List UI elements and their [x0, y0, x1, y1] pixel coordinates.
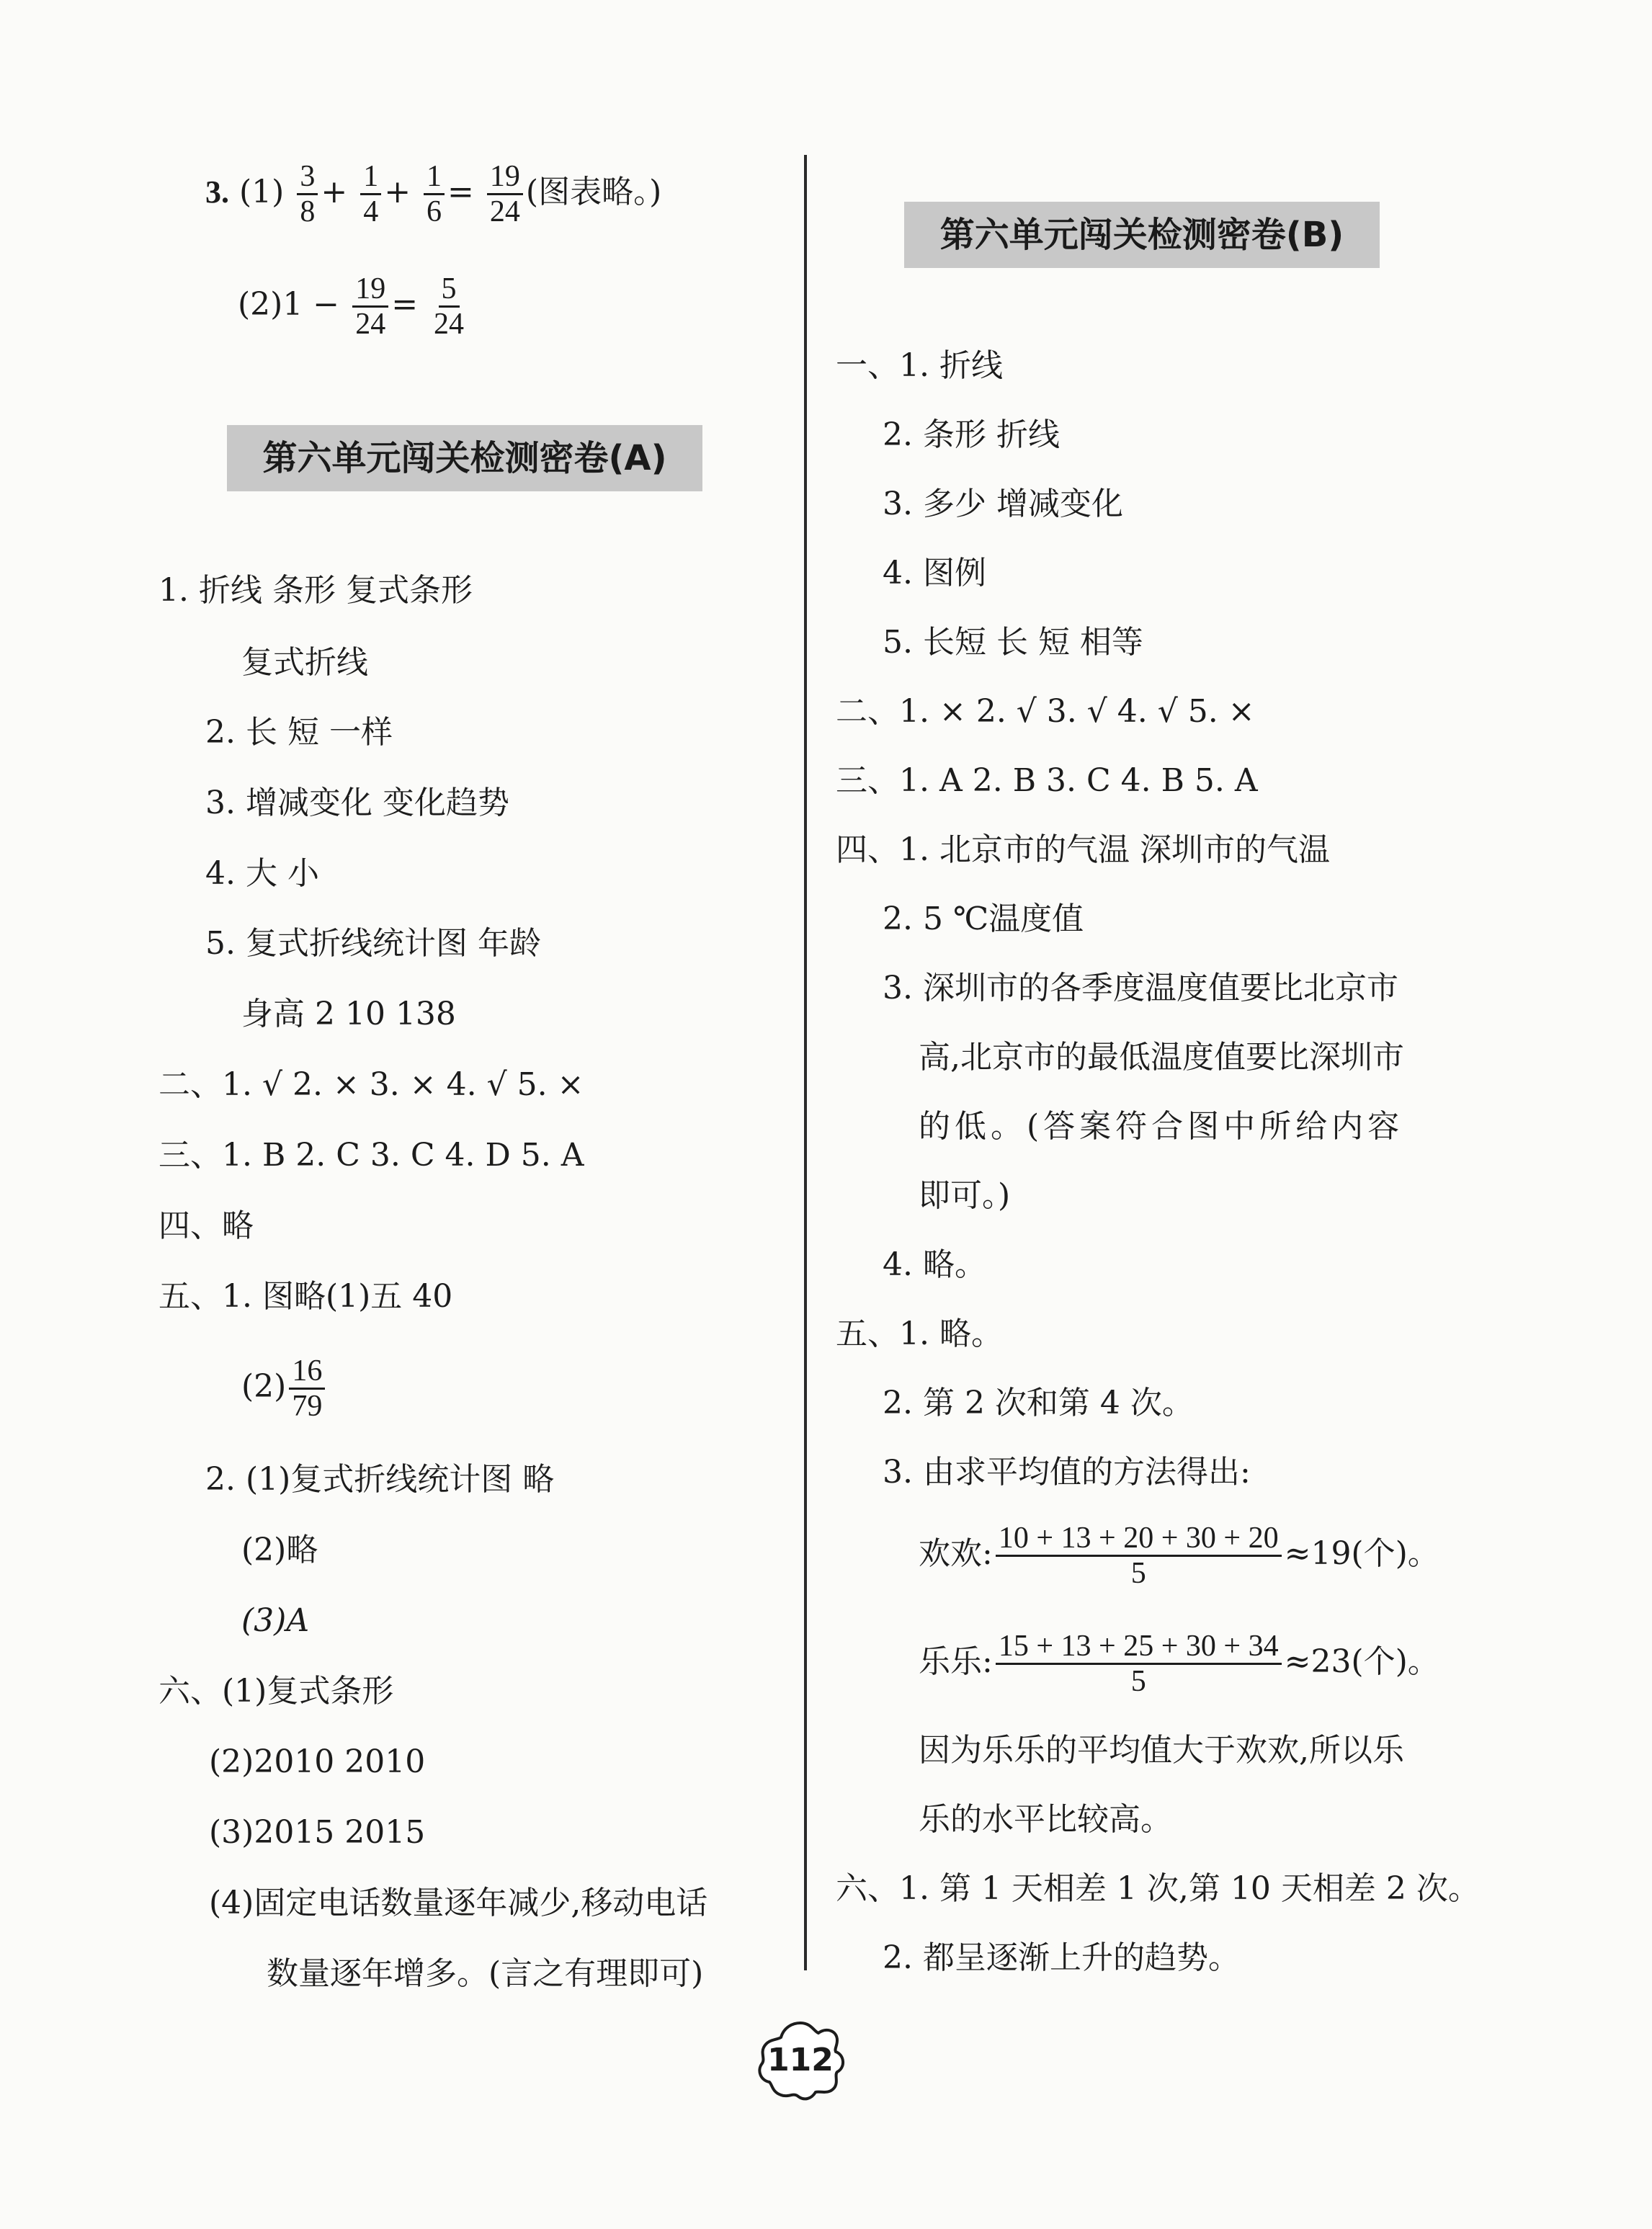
right-answer-4-3-cont1: 高,北京市的最低温度值要比深圳市: [919, 1039, 1404, 1076]
left-answer-3: 三、1. B 2. C 3. C 4. D 5. A: [158, 1137, 584, 1174]
right-answer-6-2: 2. 都呈逐渐上升的趋势。: [883, 1939, 1240, 1976]
fraction: $\frac{10 + 13 + 20 + 30 + 20}{5}$: [996, 1522, 1282, 1590]
left-answer-6-3: (3)2015 2015: [209, 1814, 426, 1851]
right-answer-5-3: 3. 由求平均值的方法得出:: [883, 1454, 1251, 1491]
left-answer-1-1-cont: 复式折线: [241, 644, 368, 681]
fraction: $\frac{1}{4}$: [360, 160, 381, 228]
right-answer-4-1: 四、1. 北京市的气温 深圳市的气温: [836, 831, 1330, 868]
fraction: $\frac{19}{24}$: [487, 160, 523, 228]
fraction: $\frac{5}{24}$: [434, 272, 465, 341]
left-answer-6-4: (4)固定电话数量逐年减少,移动电话: [209, 1885, 708, 1921]
right-answer-4-3-cont2: 的低。(答案符合图中所给内容: [919, 1108, 1404, 1145]
left-answer-6-1: 六、(1)复式条形: [158, 1673, 394, 1710]
right-answer-1-5: 5. 长短 长 短 相等: [883, 624, 1143, 661]
fraction: $\frac{1}{6}$: [424, 160, 445, 228]
left-answer-1-4: 4. 大 小: [205, 855, 319, 892]
right-answer-5-1: 五、1. 略。: [836, 1315, 1003, 1352]
left-answer-1-5-cont: 身高 2 10 138: [241, 996, 456, 1032]
left-answer-5-1: 五、1. 图略(1)五 40: [158, 1278, 453, 1315]
page-number-badge: [754, 2017, 847, 2104]
right-answer-1-4: 4. 图例: [883, 555, 986, 591]
left-answer-2: 二、1. √ 2. × 3. × 4. √ 5. ×: [158, 1066, 584, 1103]
fraction: $\frac{19}{24}$: [352, 272, 388, 341]
left-answer-6-4-cont: 数量逐年增多。(言之有理即可): [267, 1955, 704, 1992]
right-answer-1-3: 3. 多少 增减变化: [883, 486, 1123, 522]
fraction: $\frac{15 + 13 + 25 + 30 + 34}{5}$: [996, 1630, 1282, 1698]
left-answer-4: 四、略: [158, 1207, 254, 1244]
fraction: $\frac{3}{8}$: [297, 160, 318, 228]
right-answer-3: 三、1. A 2. B 3. C 4. B 5. A: [836, 762, 1258, 799]
left-answer-6-2: (2)2010 2010: [209, 1743, 426, 1780]
left-answer-1-2: 2. 长 短 一样: [205, 714, 393, 751]
fraction: $\frac{16}{79}$: [289, 1354, 325, 1423]
right-answer-lele: 乐乐: $\frac{15 + 13 + 25 + 30 + 34}{5}$ ≈23(个)。: [919, 1630, 1439, 1698]
right-answer-4-2: 2. 5 ℃温度值: [883, 901, 1084, 937]
section-title-b: 第六单元闯关检测密卷(B): [904, 202, 1380, 268]
right-answer-4-3-cont3: 即可。): [919, 1177, 1011, 1214]
right-answer-5-3-cont2: 乐的水平比较高。: [919, 1801, 1172, 1838]
left-q3-2: (2)1 − $\frac{19}{24}$ = $\frac{5}{24}$: [238, 272, 470, 341]
left-answer-5-2-2: (2)略: [241, 1532, 318, 1568]
right-answer-5-3-cont1: 因为乐乐的平均值大于欢欢,所以乐: [919, 1732, 1404, 1769]
right-answer-2: 二、1. × 2. √ 3. √ 4. √ 5. ×: [836, 693, 1255, 730]
right-answer-1-2: 2. 条形 折线: [883, 416, 1060, 453]
left-answer-1-3: 3. 增减变化 变化趋势: [205, 785, 509, 821]
left-answer-5-2: 2. (1)复式折线统计图 略: [205, 1461, 555, 1498]
right-answer-4-4: 4. 略。: [883, 1246, 986, 1283]
left-answer-5-2-3: (3)A: [241, 1602, 310, 1639]
column-divider: [804, 155, 807, 1970]
right-answer-huanhuan: 欢欢: $\frac{10 + 13 + 20 + 30 + 20}{5}$ ≈19(个)。: [919, 1522, 1439, 1590]
right-answer-6-1: 六、1. 第 1 天相差 1 次,第 10 天相差 2 次。: [836, 1870, 1480, 1907]
left-answer-5-1-2: (2) $\frac{16}{79}$: [241, 1354, 328, 1423]
left-answer-1-1: 1. 折线 条形 复式条形: [158, 572, 473, 609]
right-answer-4-3: 3. 深圳市的各季度温度值要比北京市: [883, 970, 1398, 1006]
left-answer-1-5: 5. 复式折线统计图 年龄: [205, 925, 541, 962]
section-title-a: 第六单元闯关检测密卷(A): [227, 425, 702, 491]
right-answer-1-1: 一、1. 折线: [836, 347, 1003, 384]
left-q3-1: 3. (1) $\frac{3}{8}$ + $\frac{1}{4}$ + $\frac{1}{6}$ = $\frac{19}{24}$ (图表略。): [205, 160, 662, 228]
page-number: 112: [767, 2042, 834, 2078]
right-answer-5-2: 2. 第 2 次和第 4 次。: [883, 1385, 1194, 1421]
